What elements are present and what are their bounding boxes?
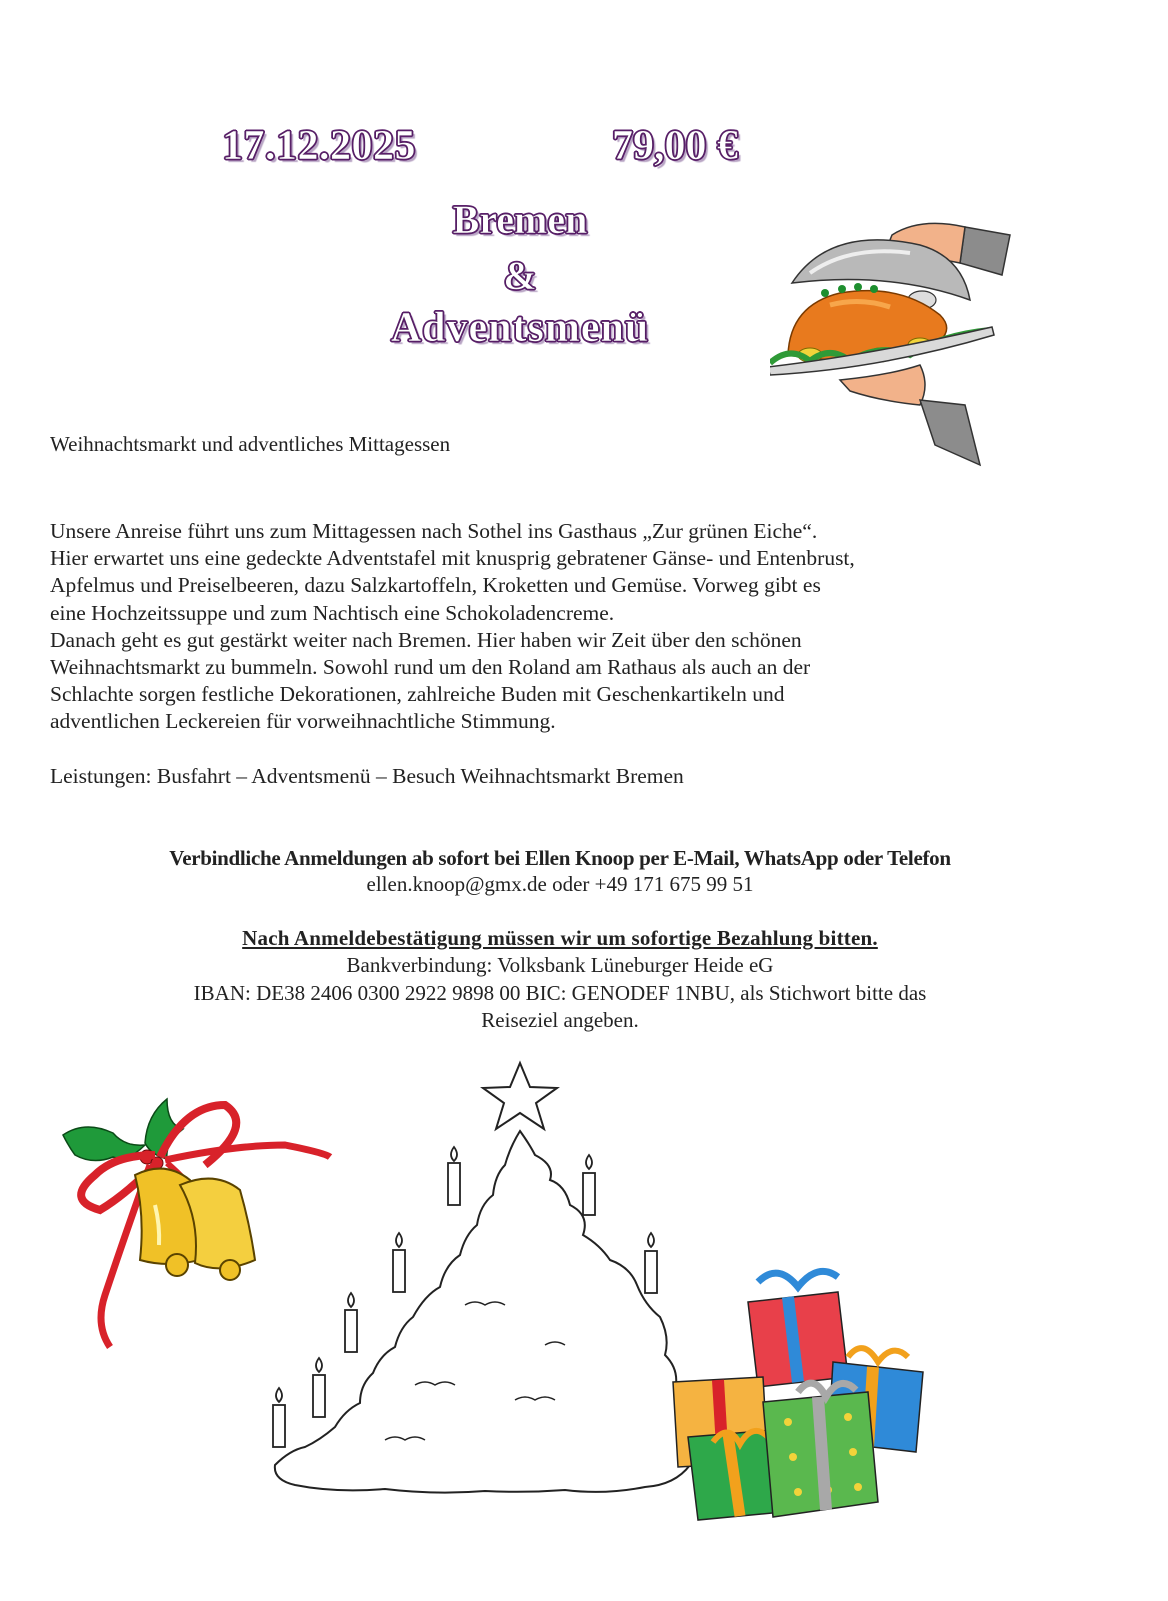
payment-note: Nach Anmeldebestätigung müssen wir um sofortige Bezahlung bitten. [242,926,878,950]
description-line: adventlichen Leckereien für vorweihnachtliche Stimmung. [50,709,556,734]
iban-line: Reiseziel angeben. [481,1008,639,1032]
gift-boxes-clipart [668,1262,938,1537]
subtitle: Weihnachtsmarkt und adventliches Mittagessen [50,432,451,456]
description-line: Hier erwartet uns eine gedeckte Adventstafel mit knusprig gebratener Gänse- und Entenbrust, [50,546,855,571]
title-line-3: Adventsmenü [390,305,650,351]
christmas-tree-outline-clipart [265,1055,705,1510]
event-price: 79,00 € [612,123,738,169]
description-line: Apfelmus und Preiselbeeren, dazu Salzkartoffeln, Kroketten und Gemüse. Vorweg gibt es [50,573,821,598]
description [50,518,1060,736]
description-line: Weihnachtsmarkt zu bummeln. Sowohl rund um den Roland am Rathaus als auch an der [50,655,811,680]
description-line: Danach geht es gut gestärkt weiter nach Bremen. Hier haben wir Zeit über den schönen [50,627,802,652]
services-line: Leistungen: Busfahrt – Adventsmenü – Besuch Weihnachtsmarkt Bremen [50,764,684,788]
title-line-1: Bremen [452,197,588,242]
bank-line: Bankverbindung: Volksbank Lüneburger Heide eG [346,953,774,977]
iban-block [60,980,1060,1034]
description-line: Schlachte sorgen festliche Dekorationen, zahlreiche Buden mit Geschenkartikeln und [50,682,785,707]
title-line-2: & [503,253,537,298]
registration-line: Verbindliche Anmeldungen ab sofort bei Ellen Knoop per E-Mail, WhatsApp oder Telefon [169,846,951,870]
description-line: Unsere Anreise führt uns zum Mittagessen nach Sothel ins Gasthaus „Zur grünen Eiche“. [50,519,818,543]
iban-line: IBAN: DE38 2406 0300 2922 9898 00 BIC: GENODEF 1NBU, als Stichwort bitte das [193,981,927,1005]
description-line: eine Hochzeitssuppe und zum Nachtisch eine Schokoladencreme. [50,600,615,625]
contact-line: ellen.knoop@gmx.de oder +49 171 675 99 51 [366,872,754,896]
serving-platter-clipart [770,205,1040,475]
event-date: 17.12.2025 [222,123,416,169]
